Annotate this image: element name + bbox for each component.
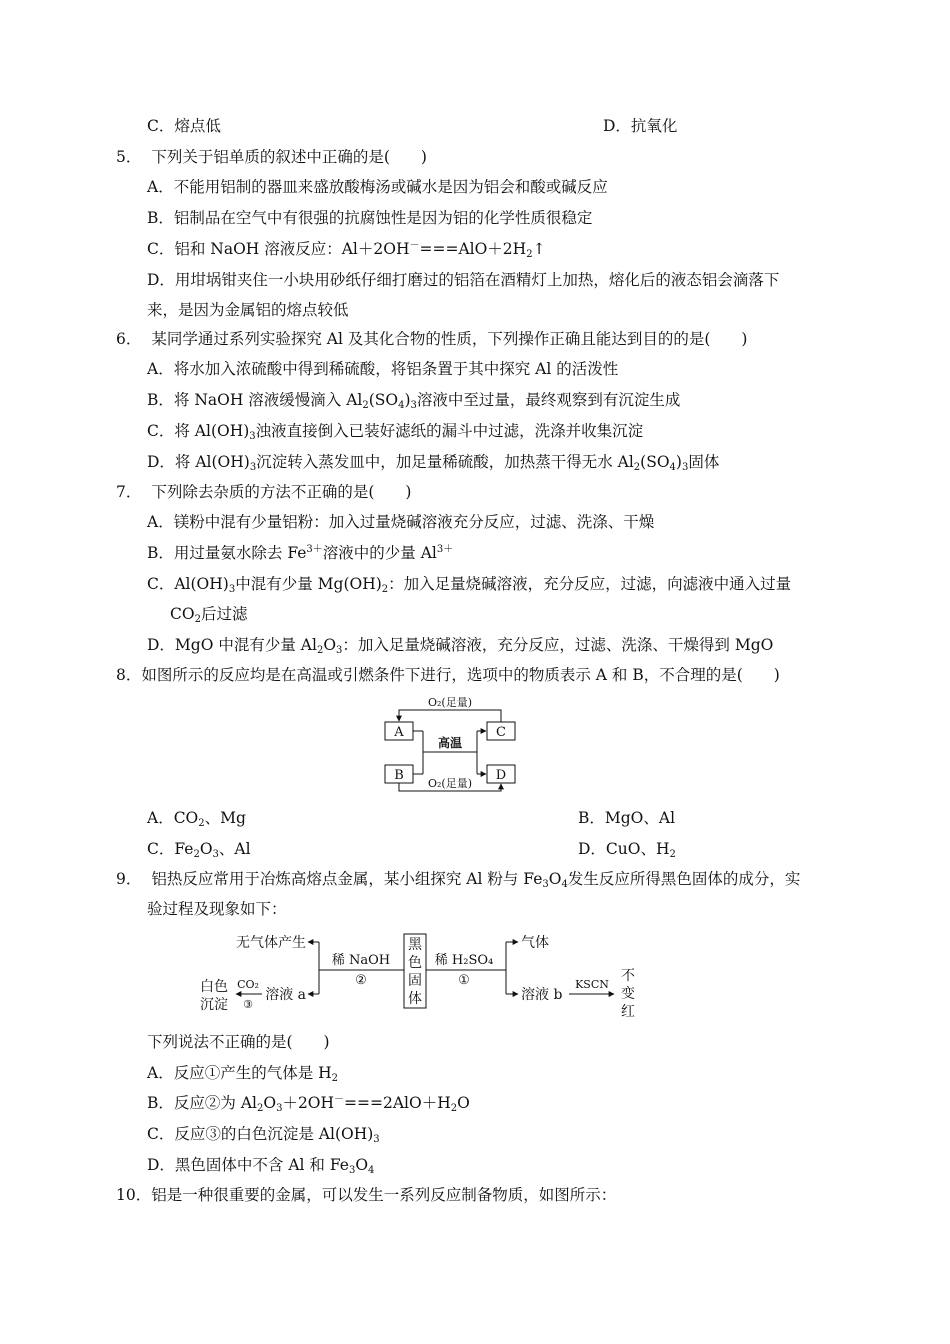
label-solution-a: 溶液 a [265, 987, 306, 1003]
q10-stem [116, 1185, 616, 1205]
q8-number: 8． [116, 666, 142, 684]
black-char-3: 固 [408, 973, 422, 989]
q7-option-c-line2: $CO_2$后过滤 [170, 605, 248, 625]
arrow-c-to-a [399, 710, 501, 722]
q5-option-c: C．铝和 NaOH 溶液反应：$Al+2OH^-===AlO+2H_2↑$ [147, 240, 546, 260]
q8-reaction-diagram [380, 694, 520, 796]
label-circ2: ② [355, 973, 367, 988]
q9-number: 9． [116, 870, 142, 888]
q9-sub-stem: 下列说法不正确的是( ) [147, 1033, 330, 1051]
q7-text: 下列除去杂质的方法不正确的是( ) [151, 483, 412, 501]
label-co2: CO₂ [237, 978, 259, 991]
q4-option-c: C．熔点低 [147, 117, 221, 135]
q7-option-b: B．用过量氨水除去 $Fe^{3+}$溶液中的少量 $Al^{3+}$ [147, 544, 454, 562]
q9-option-c: C．反应③的白色沉淀是 $Al(OH)_3$ [147, 1125, 380, 1145]
q5-stem [116, 147, 427, 167]
q9-experiment-diagram [196, 928, 646, 1020]
q5-text: 下列关于铝单质的叙述中正确的是( ) [151, 148, 427, 166]
label-precip: 沉淀 [200, 997, 228, 1013]
q8-text: 如图所示的反应均是在高温或引燃条件下进行，选项中的物质表示 A 和 B，不合理的是( ) [141, 666, 780, 684]
label-d: D [495, 768, 507, 783]
q5-number: 5． [116, 148, 142, 166]
q8-option-a: A．$CO_2$、Mg [147, 809, 246, 829]
q6-text: 某同学通过系列实验探究 Al 及其化合物的性质，下列操作正确且能达到目的的是( ) [151, 330, 748, 348]
label-o2-bottom: O₂(足量) [427, 777, 473, 790]
label-no-gas: 无气体产生 [236, 935, 306, 951]
label-b: B [394, 768, 404, 783]
black-char-2: 色 [408, 955, 422, 971]
label-kscn: KSCN [575, 978, 609, 991]
q9-option-d: D．黑色固体中不含 Al 和 $Fe_3O_4$ [147, 1156, 375, 1176]
q9-stem-line2: 验过程及现象如下： [147, 900, 287, 918]
q7-number: 7． [116, 483, 142, 501]
q10-number: 10． [116, 1186, 152, 1204]
label-h2so4: 稀 H₂SO₄ [434, 953, 494, 968]
label-a: A [394, 725, 404, 740]
label-not-3: 红 [621, 1004, 635, 1020]
q9-option-b: B．反应②为 $Al_2O_3+2OH^-===2AlO+H_2O$ [147, 1094, 470, 1114]
q6-option-a: A．将水加入浓硫酸中得到稀硫酸，将铝条置于其中探究 Al 的活泼性 [147, 360, 619, 378]
label-circ1: ① [458, 973, 470, 988]
label-o2-top: O₂(足量) [427, 696, 473, 709]
q5-option-b: B．铝制品在空气中有很强的抗腐蚀性是因为铝的化学性质很稳定 [147, 209, 593, 227]
q5-option-d-line1: D．用坩埚钳夹住一小块用砂纸仔细打磨过的铝箔在酒精灯上加热，熔化后的液态铝会滴落下 [147, 271, 780, 289]
q8-option-d: D．CuO、$H_2$ [578, 840, 676, 860]
q5-option-a: A．不能用铝制的器皿来盛放酸梅汤或碱水是因为铝会和酸或碱反应 [147, 178, 608, 196]
q7-option-d: D．MgO 中混有少量 $Al_2O_3$：加入足量烧碱溶液，充分反应，过滤、洗涤、干燥得到 MgO [147, 636, 774, 656]
q7-stem [116, 482, 411, 502]
label-circ3: ③ [243, 998, 253, 1011]
q9-option-a: A．反应①产生的气体是 $H_2$ [147, 1064, 339, 1084]
label-gas: 气体 [521, 935, 549, 951]
q10-text: 铝是一种很重要的金属，可以发生一系列反应制备物质，如图所示： [151, 1186, 617, 1204]
label-not-1: 不 [621, 968, 635, 984]
label-not-2: 变 [621, 986, 635, 1002]
q4-option-d: D．抗氧化 [603, 117, 678, 135]
label-gaowen: 高温 [437, 736, 463, 750]
q6-number: 6． [116, 330, 142, 348]
label-white: 白色 [200, 979, 228, 995]
label-c: C [496, 725, 506, 740]
q9-text: 铝热反应常用于冶炼高熔点金属，某小组探究 Al 粉与 $Fe_3O_4$发生反应所得黑色固体的成分，实 [151, 870, 801, 890]
label-naoh: 稀 NaOH [331, 953, 391, 968]
black-char-1: 黑 [408, 937, 422, 953]
q5-option-d-line2: 来，是因为金属铝的熔点较低 [147, 301, 349, 319]
q6-option-d: D．将 $Al(OH)_3$沉淀转入蒸发皿中，加足量稀硫酸，加热蒸干得无水 $Al_2(SO_4)_3$固体 [147, 453, 720, 473]
q7-option-a: A．镁粉中混有少量铝粉：加入过量烧碱溶液充分反应，过滤、洗涤、干燥 [147, 513, 655, 531]
q9-stem-line1 [116, 869, 800, 889]
q6-option-b: B．将 NaOH 溶液缓慢滴入 $Al_2(SO_4)_3$溶液中至过量，最终观察到有沉淀生成 [147, 391, 681, 411]
q6-stem [116, 329, 747, 349]
label-solution-b: 溶液 b [521, 987, 563, 1003]
q8-option-b: B．MgO、Al [578, 809, 676, 827]
q8-stem [116, 665, 780, 685]
q6-option-c: C．将 $Al(OH)_3$浊液直接倒入已装好滤纸的漏斗中过滤，洗涤并收集沉淀 [147, 422, 644, 442]
black-char-4: 体 [408, 991, 422, 1007]
q8-option-c: C．$Fe_2O_3$、Al [147, 840, 251, 860]
q7-option-c-line1: C．$Al(OH)_3$中混有少量 $Mg(OH)_2$：加入足量烧碱溶液，充分反应，过滤，向滤液中通入过量 [147, 575, 792, 595]
